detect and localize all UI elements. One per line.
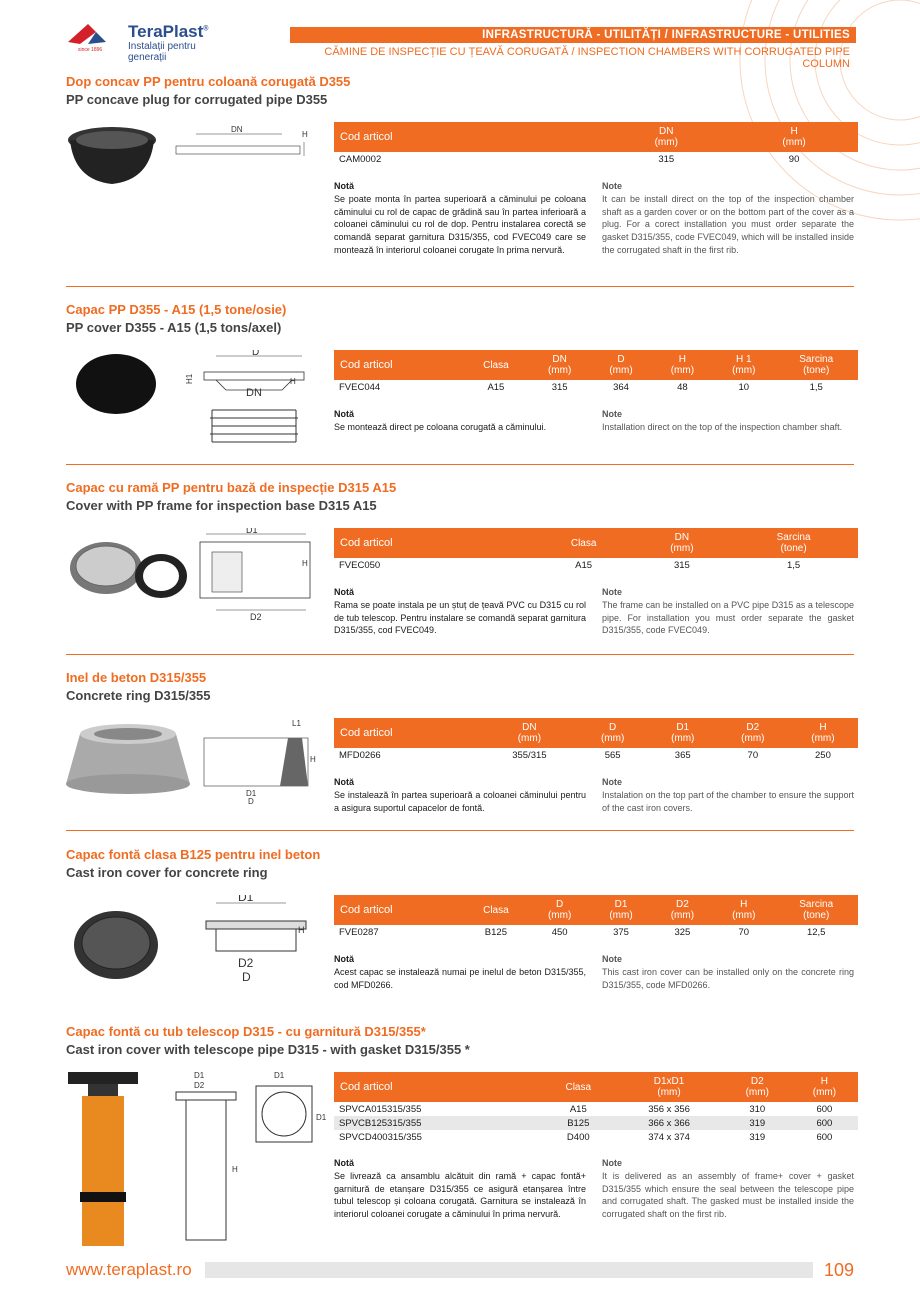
drawing-label: H — [232, 1165, 238, 1174]
drawing-label: D2 — [250, 612, 262, 622]
table-row — [334, 1130, 858, 1144]
table-header: Cod articol — [334, 1072, 542, 1102]
product-drawing — [66, 895, 326, 1000]
note-ro: Notă Se montează direct pe coloana corugată a căminului. — [334, 409, 547, 432]
drawing-label: DN — [231, 125, 243, 134]
drawing-label: H — [302, 130, 308, 139]
table-cell: 1,5 — [809, 381, 823, 393]
drawing-label: H1 — [185, 373, 194, 384]
table-cell: 315 — [551, 381, 568, 393]
table-row — [334, 925, 858, 939]
footer-bar — [205, 1262, 813, 1278]
table-header: DN (mm) — [481, 718, 577, 748]
table-cell: 600 — [816, 1131, 833, 1143]
table-header: H (mm) — [788, 718, 858, 748]
section-divider — [66, 464, 854, 465]
table-row — [334, 558, 858, 572]
note-ro: Notă Se instalează în partea superioară a coloanei căminului pentru a asigura suportul capacelor de fontă. — [334, 777, 586, 813]
table-header: D (mm) — [529, 895, 590, 925]
drawing-label: H — [302, 559, 308, 568]
section-title-en: PP concave plug for corrugated pipe D355 — [66, 92, 328, 107]
table-cell: A15 — [569, 1103, 587, 1115]
product-section — [66, 302, 856, 466]
brand-tagline: Instalații pentru generații — [128, 41, 196, 63]
drawing-label: D — [248, 797, 254, 806]
product-drawing — [66, 122, 326, 197]
brand-logo — [66, 22, 236, 63]
table-cell: 600 — [816, 1103, 833, 1115]
table-cell: 310 — [749, 1103, 766, 1115]
table-cell: 600 — [791, 1116, 858, 1130]
table-header: DN (mm) — [529, 350, 590, 380]
table-cell: SPVCA015315/355 — [339, 1103, 422, 1115]
drawing-label: DN — [246, 387, 262, 399]
product-table — [334, 718, 858, 762]
table-cell: FVEC044 — [339, 381, 381, 393]
brand-name: TeraPlast® — [128, 22, 209, 41]
table-cell: SPVCB125315/355 — [334, 1116, 542, 1130]
table-header: Cod articol — [334, 895, 463, 925]
product-section — [66, 480, 856, 656]
table-header: Sarcina (tone) — [774, 895, 858, 925]
section-divider — [66, 654, 854, 655]
table-header: Cod articol — [334, 350, 463, 380]
table-cell: A15 — [575, 559, 593, 571]
category-subtitle: CĂMINE DE INSPECȚIE CU ȚEAVĂ CORUGATĂ / INSPECTION CHAMBERS WITH CORRUGATED PIPE COLUMN — [324, 46, 850, 70]
table-header: H (mm) — [652, 350, 713, 380]
table-cell: A15 — [487, 381, 505, 393]
section-title-ro: Dop concav PP pentru coloană corugată D355 — [66, 74, 351, 89]
table-cell: 565 — [604, 749, 621, 761]
note-en: Note Installation direct on the top of the inspection chamber shaft. — [602, 409, 843, 432]
note-en: Note This cast iron cover can be installed only on the concrete ring D315/355, code MFD0266. — [602, 954, 854, 990]
table-row — [334, 1102, 858, 1116]
product-section — [66, 74, 856, 288]
table-cell: 315 — [658, 153, 675, 165]
table-cell: B125 — [542, 1116, 614, 1130]
table-header: D2 (mm) — [718, 718, 788, 748]
product-table — [334, 350, 858, 394]
section-title-en: Cover with PP frame for inspection base D315 A15 — [66, 498, 377, 513]
table-header: H (mm) — [713, 895, 774, 925]
table-cell: CAM0002 — [339, 153, 382, 165]
table-cell: 356 x 356 — [648, 1103, 690, 1115]
table-cell: 90 — [788, 153, 800, 165]
table-row — [334, 748, 858, 762]
table-header: H (mm) — [791, 1072, 858, 1102]
drawing-label: L1 — [292, 719, 301, 728]
section-title-ro: Inel de beton D315/355 — [66, 670, 207, 685]
table-cell: MFD0266 — [339, 749, 381, 761]
note-ro: Notă Acest capac se instalează numai pe inelul de beton D315/355, cod MFD0266. — [334, 954, 586, 990]
table-header: D (mm) — [590, 350, 651, 380]
table-header: D (mm) — [578, 718, 648, 748]
product-table — [334, 1072, 858, 1144]
table-cell: 366 x 366 — [614, 1116, 723, 1130]
product-table — [334, 895, 858, 939]
drawing-label: D1 — [238, 895, 254, 904]
note-en: Note Instalation on the top part of the chamber to ensure the support of the cast iron covers. — [602, 777, 854, 813]
product-section — [66, 1024, 856, 1244]
table-header: D1xD1 (mm) — [614, 1072, 723, 1102]
table-cell: 48 — [677, 381, 688, 393]
table-header: Cod articol — [334, 718, 481, 748]
table-header: Clasa — [542, 1072, 614, 1102]
section-title-ro: Capac fontă clasa B125 pentru inel beton — [66, 847, 321, 862]
section-title-en: PP cover D355 - A15 (1,5 tons/axel) — [66, 320, 282, 335]
note-ro: Notă Se poate monta în partea superioară a căminului pe coloana căminului cu rol de capac de grădină sau în partea inferioară a coloanei căminului cu rol de dop. Pentru instalarea corectă se comandă separat garnitura D315/355, cod FVEC049 care se montează în interiorul coloanei corugate în prima nervură. — [334, 181, 586, 255]
drawing-label: D2 — [194, 1081, 205, 1090]
table-header: D1 (mm) — [590, 895, 651, 925]
table-row — [334, 152, 858, 166]
table-cell: 1,5 — [786, 559, 801, 571]
note-en: Note It can be install direct on the top of the inspection chamber shaft as a garden cover or on the bottom part of the cover as a plug. For a corect installation you must order separate the gasket D315/355, code FVEC049, which will be installed inside the corrugated shaft in the first rib. — [602, 181, 854, 255]
table-cell: FVEC050 — [339, 559, 381, 571]
note-en: Note The frame can be installed on a PVC pipe D315 as a telescope pipe. For installation you must order separate the gasket D315/355, code FVEC049. — [602, 587, 854, 636]
section-divider — [66, 286, 854, 287]
table-header: DN (mm) — [602, 122, 730, 152]
table-cell: 319 — [749, 1131, 766, 1143]
table-header: D2 (mm) — [652, 895, 713, 925]
note-ro: Notă Rama se poate instala pe un ștuț de țeavă PVC cu D315 cu rol de tub telescop. Pentru instalare se comandă separat garnitura D315/355, cod FVEC049. — [334, 587, 586, 636]
table-header: H 1 (mm) — [713, 350, 774, 380]
product-drawing — [66, 528, 326, 633]
table-cell: 250 — [815, 749, 831, 761]
table-header: Clasa — [463, 350, 529, 380]
section-title-ro: Capac PP D355 - A15 (1,5 tone/osie) — [66, 302, 287, 317]
product-table — [334, 528, 858, 572]
product-drawing — [66, 718, 326, 813]
drawing-label: D1 — [246, 528, 258, 535]
table-header: Sarcina (tone) — [729, 528, 858, 558]
table-header: D2 (mm) — [724, 1072, 791, 1102]
drawing-label: H — [290, 377, 296, 386]
drawing-label: H — [298, 925, 305, 935]
table-cell: FVE0287 — [339, 926, 379, 938]
table-cell: SPVCD400315/355 — [339, 1131, 422, 1143]
note-ro: Notă Se livrează ca ansamblu alcătuit din ramă + capac fontă+ garnitură de etanșare D315/355 ce asigură etanșarea între tubul telescop și coloana corugată. Garnitura se instalează în interiorul coloanei corugate a căminului în prima nervură. — [334, 1158, 586, 1220]
table-header: D1 (mm) — [648, 718, 718, 748]
table-header: DN (mm) — [635, 528, 730, 558]
table-header: Sarcina (tone) — [774, 350, 858, 380]
drawing-label: D1 — [194, 1072, 205, 1080]
table-cell: 70 — [738, 926, 750, 938]
brand-since: since 1896 — [78, 47, 103, 53]
table-header: Clasa — [463, 895, 529, 925]
table-header: Cod articol — [334, 528, 533, 558]
drawing-label: D1 — [316, 1113, 326, 1122]
page-number: 109 — [824, 1260, 855, 1280]
table-cell: 315 — [673, 559, 690, 571]
table-cell: 355/315 — [512, 749, 547, 761]
table-header: Cod articol — [334, 122, 602, 152]
section-title-ro: Capac fontă cu tub telescop D315 - cu garnitură D315/355* — [66, 1024, 426, 1039]
section-title-en: Cast iron cover for concrete ring — [66, 865, 268, 880]
section-title-ro: Capac cu ramă PP pentru bază de inspecție D315 A15 — [66, 480, 397, 495]
table-cell: 10 — [738, 381, 750, 393]
product-table — [334, 122, 858, 166]
table-cell: 374 x 374 — [648, 1131, 690, 1143]
table-cell: 319 — [724, 1116, 791, 1130]
drawing-label: D1 — [274, 1072, 285, 1080]
section-divider — [66, 830, 854, 831]
note-en: Note It is delivered as an assembly of frame+ cover + gasket D315/355 which ensure the seal between the telescope pipe and corrugated shaft. The gasked must be installed inside the corrugated shaft on the first rib. — [602, 1158, 854, 1220]
drawing-label: D1 — [246, 789, 257, 798]
drawing-label: D — [252, 350, 260, 358]
drawing-label: D — [242, 970, 251, 984]
table-cell: 12,5 — [806, 926, 826, 938]
drawing-label: H — [310, 755, 316, 764]
table-row — [334, 380, 858, 394]
table-header: Clasa — [533, 528, 635, 558]
drawing-label: D2 — [238, 956, 254, 970]
table-cell: 365 — [674, 749, 691, 761]
product-section — [66, 670, 856, 832]
table-header: H (mm) — [730, 122, 858, 152]
section-title-en: Cast iron cover with telescope pipe D315 - with gasket D315/355 * — [66, 1042, 470, 1057]
product-drawing — [66, 350, 326, 465]
table-cell: B125 — [484, 926, 507, 938]
table-cell: 70 — [747, 749, 759, 761]
table-cell: 325 — [674, 926, 691, 938]
table-cell: D400 — [566, 1131, 590, 1143]
footer-url[interactable]: www.teraplast.ro — [66, 1260, 192, 1279]
table-cell: 375 — [613, 926, 629, 938]
category-banner: INFRASTRUCTURĂ - UTILITĂȚI / INFRASTRUCTURE - UTILITIES — [290, 27, 856, 43]
section-title-en: Concrete ring D315/355 — [66, 688, 211, 703]
table-cell: 450 — [551, 926, 568, 938]
table-row — [334, 1116, 858, 1130]
product-section — [66, 847, 856, 1012]
product-drawing — [66, 1072, 326, 1257]
table-cell: 364 — [613, 381, 629, 393]
